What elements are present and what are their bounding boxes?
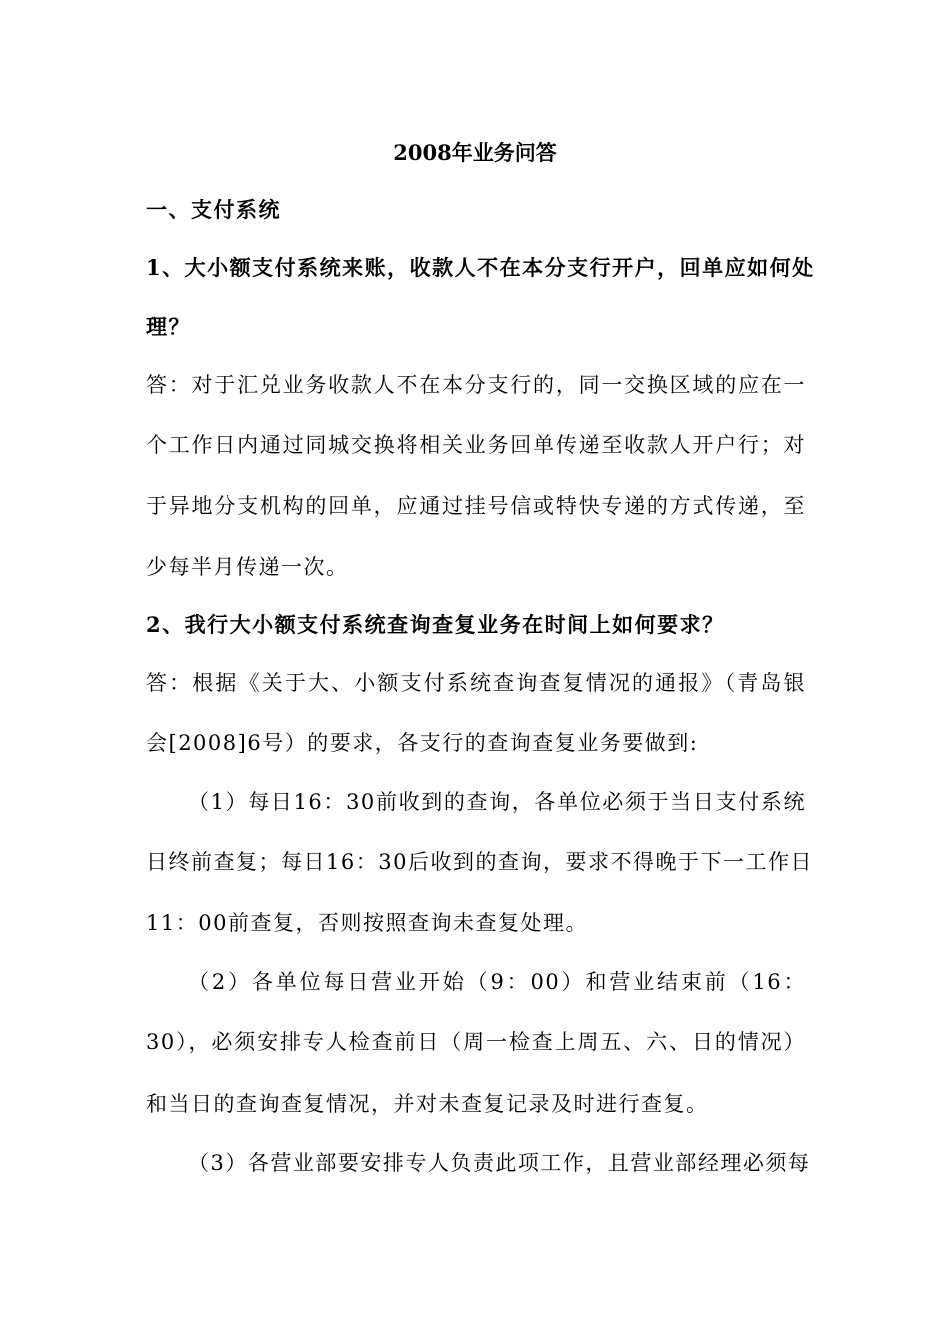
answer-1-line-4: 少每半月传递一次。 — [146, 555, 349, 579]
answer-2-item-2-line-3: 和当日的查询查复情况，并对未查复记录及时进行查复。 — [146, 1092, 709, 1116]
question-1-line-2: 理？ — [146, 314, 191, 339]
answer-1-line-3: 于异地分支机构的回单，应通过挂号信或特快专递的方式传递，至 — [146, 494, 806, 518]
answer-2-line-1: 答：根据《关于大、小额支付系统查询查复情况的通报》（青岛银 — [146, 671, 806, 695]
answer-2-item-2-line-2: 30），必须安排专人检查前日（周一检查上周五、六、日的情况） — [146, 1030, 806, 1054]
answer-2-line-2: 会[2008]6号）的要求，各支行的查询查复业务要做到: — [146, 731, 699, 755]
answer-2-item-1-line-2: 日终前查复；每日16：30后收到的查询，要求不得晚于下一工作日 — [146, 850, 813, 874]
question-2-line-1: 2、我行大小额支付系统查询查复业务在时间上如何要求？ — [146, 612, 725, 637]
answer-2-item-1-line-1: （1）每日16：30前收到的查询，各单位必须于当日支付系统 — [188, 790, 806, 814]
answer-2-item-3-line-1: （3）各营业部要安排专人负责此项工作，且营业部经理必须每 — [188, 1151, 811, 1175]
answer-2-item-2-line-1: （2）各单位每日营业开始（9：00）和营业结束前（16： — [188, 970, 806, 994]
answer-1-line-1: 答：对于汇兑业务收款人不在本分支行的，同一交换区域的应在一 — [146, 373, 806, 397]
answer-1-line-2: 个工作日内通过同城交换将相关业务回单传递至收款人开户行；对 — [146, 433, 806, 457]
question-1-line-1: 1、大小额支付系统来账，收款人不在本分支行开户，回单应如何处 — [146, 255, 815, 280]
section-heading: 一、支付系统 — [146, 197, 281, 222]
page-title: 2008年业务问答 — [393, 140, 557, 165]
answer-2-item-1-line-3: 11：00前查复，否则按照查询未查复处理。 — [146, 911, 588, 935]
